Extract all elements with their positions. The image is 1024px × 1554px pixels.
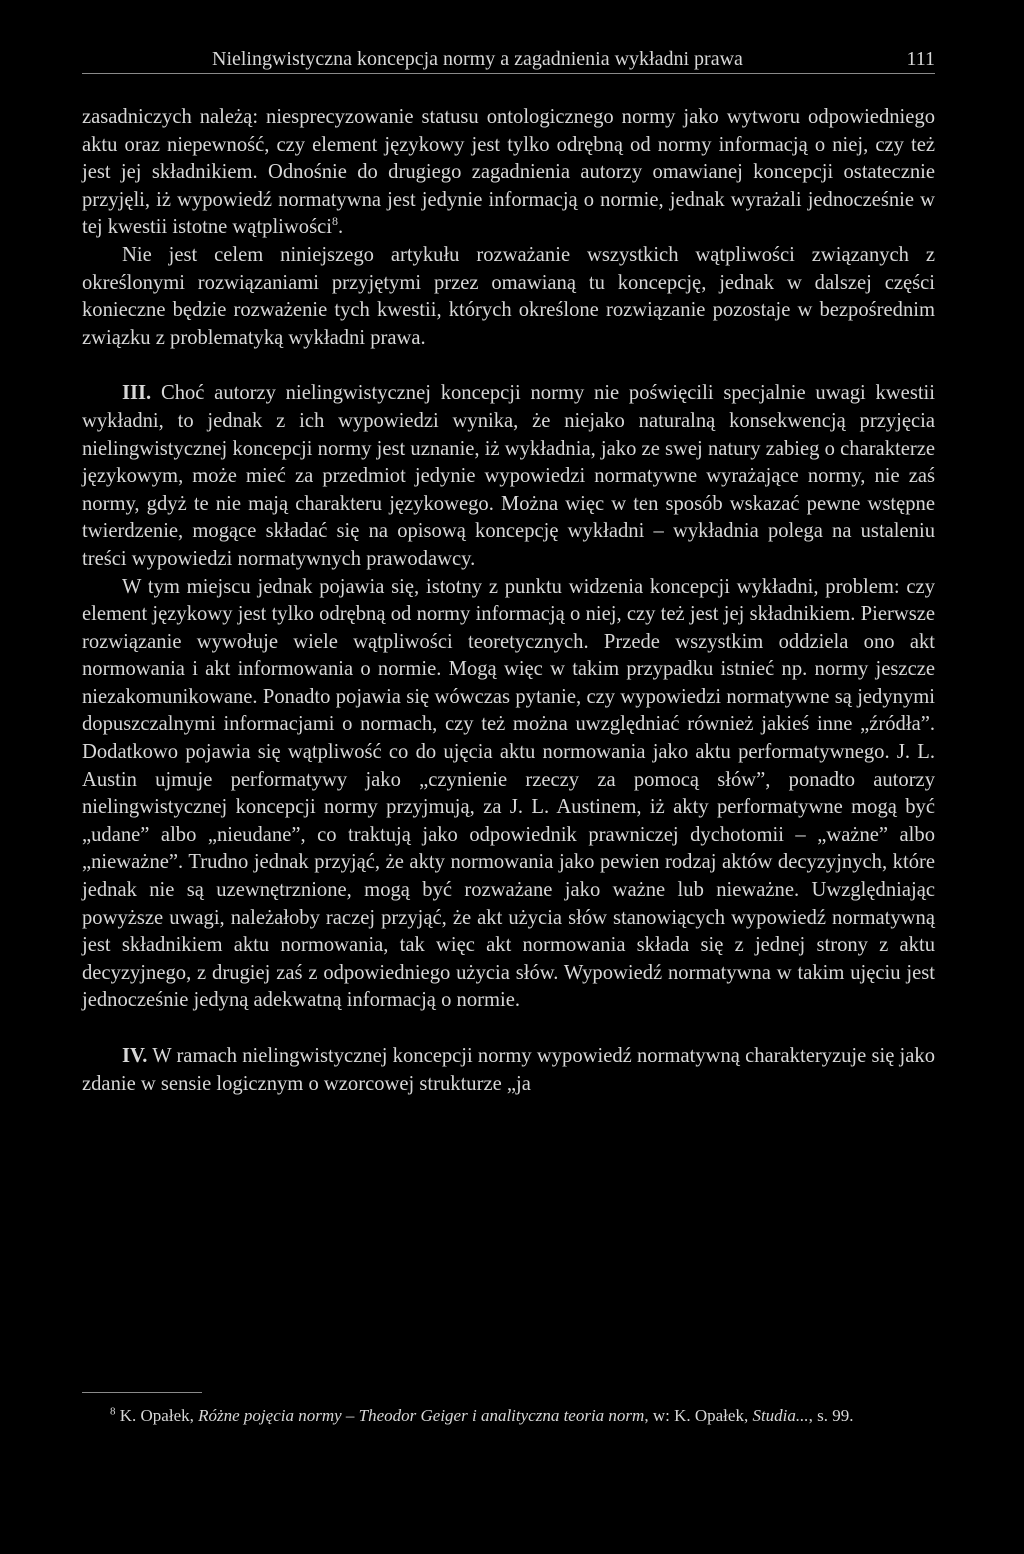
paragraph-2: Nie jest celem niniejszego artykułu rozważanie wszystkich wątpliwości związanych z określonymi rozwiązaniami przyjętymi przez omawianą tu koncepcję, jednak w dalszej części konieczne będzie rozważenie tych kwestii, których określone rozwiązanie pozostaje w bezpośrednim związku z problematyką wykładni prawa. [82,243,935,349]
paragraph-1-text: zasadniczych należą: niesprecyzowanie statusu ontologicznego normy jako wytworu odpowiedniego aktu oraz niepewność, czy element językowy jest tylko odrębną od normy informacją o niej, czy też jest jej składnikiem. Odnośnie do drugiego zagadnienia autorzy omawianej koncepcji ostatecznie przyjęli, iż wypowiedź normatywna jest jedynie informacją o normie, jednak wyrażali jednocześnie w tej kwestii istotne wątpliwości [82,106,935,239]
footnote-marker: 8 [110,1405,116,1418]
section-4-text: W ramach nielingwistycznej koncepcji normy wypowiedź normatywną charakteryzuje się jako zdanie w sensie logicznym o wzorcowej strukturze „ja [82,1045,935,1095]
section-number-4: IV. [122,1045,148,1067]
footnote-ref-8: 8 [331,214,338,229]
section-4-paragraph [82,1043,935,1098]
footnote-title: Różne pojęcia normy – Theodor Geiger i analityczna teoria norm [198,1406,645,1425]
footnote-mid: , w: K. Opałek, [644,1406,753,1425]
footnote [82,1404,935,1428]
body-text [82,104,935,1098]
paragraph-1-end: . [337,216,344,239]
footnote-work: Studia... [752,1406,809,1425]
paragraph-1 [82,104,935,242]
running-title: Nielingwistyczna koncepcja normy a zagadnienia wykładni prawa [212,48,743,70]
footnote-8 [82,1404,935,1428]
section-3-paragraph [82,380,935,573]
footnote-end: , s. 99. [808,1406,854,1425]
page-header [82,44,935,74]
footnote-rule [82,1392,202,1393]
section-3-text: Choć autorzy nielingwistycznej koncepcji normy nie poświęcili specjalnie uwagi kwestii wykładni, to jednak z ich wypowiedzi wynika, że niejako naturalną konsekwencją przyjęcia nielingwistycznej koncepcji normy jest uznanie, iż wykładnia, jako ze swej natury zabieg o charakterze językowym, może mieć za przedmiot jedynie wypowiedzi normatywne wyrażające normy, nie zaś normy, gdyż te nie mają charakteru językowego. Można więc w ten sposób wskazać pewne wstępne twierdzenie, mogące składać się na opisową koncepcję wykładni – wykładnia polega na ustaleniu treści wypowiedzi normatywnych prawodawcy. [82,382,935,570]
page-number: 111 [906,48,935,70]
paragraph-4: W tym miejscu jednak pojawia się, istotny z punktu widzenia koncepcji wykładni, problem: czy element językowy jest tylko odrębną od normy informacją o niej, czy też jest jej składnikiem. Pierwsze rozwiązanie wywołuje wiele wątpliwości teoretycznych. Przede wszystkim oddziela ono akt normowania i akt informowania o normie. Mogą więc w takim przypadku istnieć np. normy jeszcze niezakomunikowane. Ponadto pojawia się wówczas pytanie, czy wypowiedzi normatywne są jedynymi dopuszczalnymi informacjami o normach, czy też można uwzględniać również jakieś inne „źródła”. Dodatkowo pojawia się wątpliwość co do ujęcia aktu normowania jako aktu performatywnego. J. L. Austin ujmuje performatywy jako „czynienie rzeczy za pomocą słów”, ponadto autorzy nielingwistycznej koncepcji normy przyjmują, za J. L. Austinem, iż akty performatywne mogą być „udane” albo „nieudane”, co traktują jako odpowiednik prawniczej dychotomii – „ważne” albo „nieważne”. Trudno jednak przyjąć, że akty normowania jako pewien rodzaj aktów decyzyjnych, które jednak nie są uzewnętrznione, mogą być rozważane jako ważne lub nieważne. Uwzględniając powyższe uwagi, należałoby raczej przyjąć, że akt użycia słów stanowiących wypowiedź normatywną jest składnikiem aktu normowania, tak więc akt normowania składa się z jednej strony z aktu decyzyjnego, z drugiej zaś z odpowiedniego użycia słów. Wypowiedź normatywna w takim ujęciu jest jednocześnie jedyną adekwatną informacją o normie. [82,575,935,1012]
footnote-author: K. Opałek, [115,1406,199,1425]
section-number-3: III. [122,382,152,405]
header-rule [82,73,935,74]
